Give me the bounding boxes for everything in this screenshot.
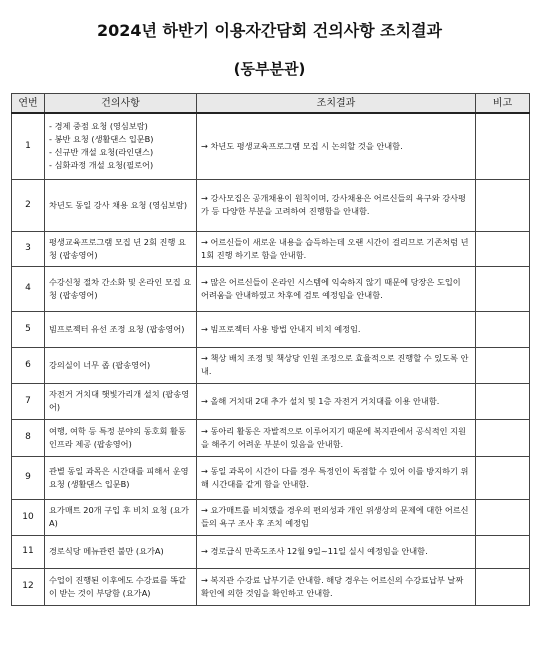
table-row: [12, 456, 530, 499]
table-row: [12, 347, 530, 383]
row-request: 강의실이 너무 좁 (팝송영어): [45, 347, 197, 383]
table-row: [12, 535, 530, 568]
row-request: 수강신청 절차 간소화 및 온라인 모집 요청 (팝송영어): [45, 266, 197, 311]
row-result: → 올해 거치대 2대 추가 설치 및 1층 자전거 거치대를 이용 안내함.: [197, 383, 476, 419]
table-row: [12, 231, 530, 266]
request-item: - 심화과정 개설 요청(필로어): [49, 159, 192, 172]
row-result: → 경로급식 만족도조사 12월 9일~11일 실시 예정임을 안내함.: [197, 535, 476, 568]
row-request: [45, 113, 197, 179]
row-note: [476, 347, 530, 383]
row-request: 경로식당 메뉴관련 불만 (요가A): [45, 535, 197, 568]
row-note: [476, 383, 530, 419]
row-request: 요가매트 20개 구입 후 비치 요청 (요가A): [45, 499, 197, 535]
row-note: [476, 179, 530, 231]
row-no: 9: [12, 456, 45, 499]
row-result: → 책상 배치 조정 및 책상당 인원 조정으로 효율적으로 진행할 수 있도록 안내.: [197, 347, 476, 383]
row-no: 7: [12, 383, 45, 419]
row-no: 12: [12, 568, 45, 605]
request-item: - 신규반 개설 요청(라인댄스): [49, 146, 192, 159]
row-request: 수업이 진행된 이후에도 수강료를 똑같이 받는 것이 부당함 (요가A): [45, 568, 197, 605]
row-request: 여행, 여학 등 특정 분야의 동호회 활동 인프라 제공 (팝송영어): [45, 419, 197, 456]
row-no: 1: [12, 113, 45, 179]
row-note: [476, 499, 530, 535]
row-result: → 강사모집은 공개채용이 원칙이며, 강사채용은 어르신들의 욕구와 강사평가 등 다양한 부분을 고려하여 진행함을 안내함.: [197, 179, 476, 231]
row-request: 차년도 동일 강사 채용 요청 (영심보람): [45, 179, 197, 231]
table-row: [12, 568, 530, 605]
row-request: 자전거 거치대 햇빛가리개 설치 (팝송영어): [45, 383, 197, 419]
row-note: [476, 113, 530, 179]
header-no: 연번: [12, 94, 45, 114]
table-row: [12, 266, 530, 311]
header-note: 비고: [476, 94, 530, 114]
row-note: [476, 419, 530, 456]
row-note: [476, 535, 530, 568]
row-no: 3: [12, 231, 45, 266]
row-result: → 어르신들이 새로운 내용을 습득하는데 오랜 시간이 걸리므로 기존처럼 년 1회 진행 하기로 함을 안내함.: [197, 231, 476, 266]
row-result: → 동아리 활동은 자발적으로 이루어지기 때문에 복지관에서 공식적인 지원을 해주기 어려운 부분이 있음을 안내함.: [197, 419, 476, 456]
row-result: → 복지관 수강료 납부기준 안내함. 해당 경우는 어르신의 수강료납부 날짜 확인에 의한 것임을 확인하고 안내함.: [197, 568, 476, 605]
request-item: - 봉반 요청 (생활댄스 입문B): [49, 133, 192, 146]
row-request: 관별 동일 과목은 시간대를 피해서 운영 요청 (생활댄스 입문B): [45, 456, 197, 499]
row-result: → 요가매트를 비치했을 경우의 편의성과 개인 위생상의 문제에 대한 어르신들의 욕구 조사 후 조치 예정임: [197, 499, 476, 535]
row-no: 11: [12, 535, 45, 568]
table-header-row: [12, 94, 530, 114]
row-note: [476, 456, 530, 499]
table-row: [12, 179, 530, 231]
row-no: 4: [12, 266, 45, 311]
table-row: [12, 499, 530, 535]
row-note: [476, 311, 530, 347]
row-note: [476, 568, 530, 605]
row-no: 2: [12, 179, 45, 231]
row-no: 5: [12, 311, 45, 347]
row-result: → 동일 과목이 시간이 다를 경우 특정인이 독점할 수 있어 이를 방지하기 위해 시간대를 같게 함을 안내함.: [197, 456, 476, 499]
row-no: 6: [12, 347, 45, 383]
page-subtitle: (동부분관): [233, 60, 306, 78]
row-result: → 차년도 평생교육프로그램 모집 시 논의할 것을 안내함.: [197, 113, 476, 179]
header-request: 건의사항: [45, 94, 197, 114]
row-note: [476, 266, 530, 311]
row-request: 평생교육프로그램 모집 년 2회 진행 요청 (팝송영어): [45, 231, 197, 266]
table-row: [12, 383, 530, 419]
row-no: 8: [12, 419, 45, 456]
row-result: → 많은 어르신들이 온라인 시스템에 익숙하지 않기 때문에 당장은 도입이 어려움을 안내하였고 차후에 검토 예정임을 안내함.: [197, 266, 476, 311]
row-result: → 빔프로젝터 사용 방법 안내지 비치 예정임.: [197, 311, 476, 347]
table-row: [12, 311, 530, 347]
request-item: - 경제 중점 요청 (영심보람): [49, 120, 192, 133]
row-request: 빔프로젝터 유선 조정 요청 (팝송영어): [45, 311, 197, 347]
table-row: [12, 419, 530, 456]
row-no: 10: [12, 499, 45, 535]
results-table: [11, 93, 530, 606]
page-title: 2024년 하반기 이용자간담회 건의사항 조치결과: [96, 21, 443, 40]
header-result: 조치결과: [197, 94, 476, 114]
table-row: [12, 113, 530, 179]
row-note: [476, 231, 530, 266]
